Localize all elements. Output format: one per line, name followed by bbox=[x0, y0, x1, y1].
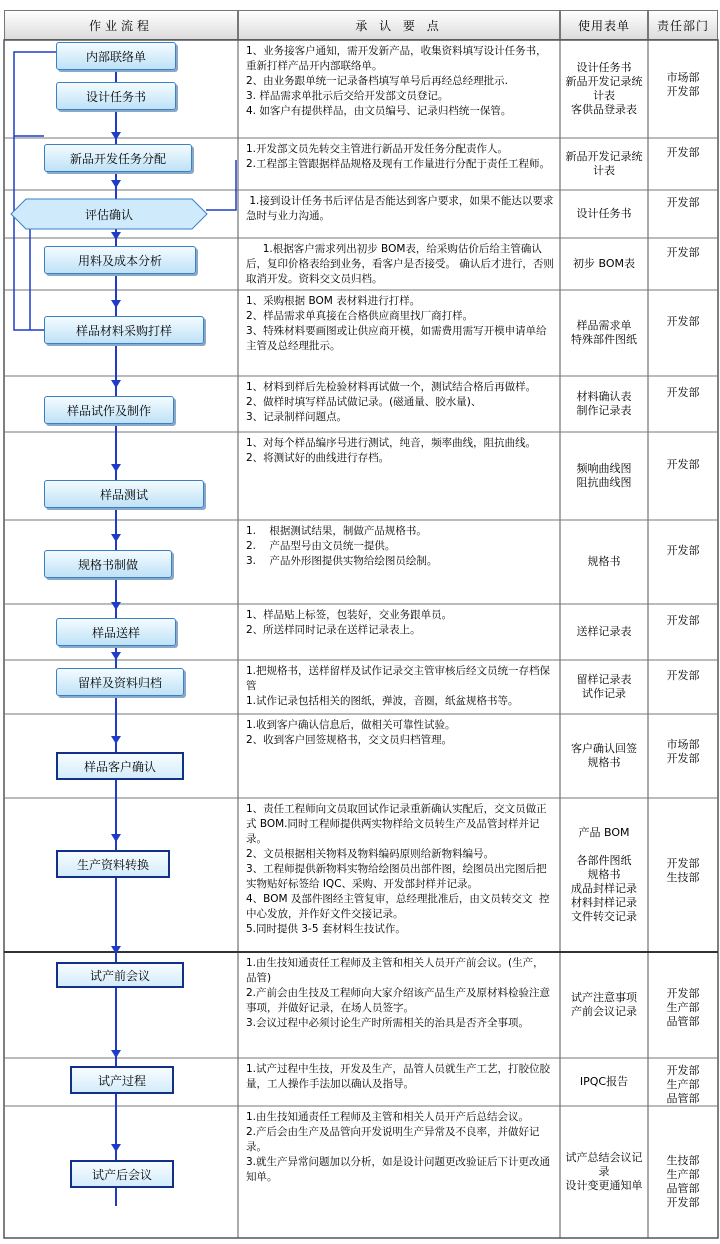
row-description: 1.由生技知通责任工程师及主管和相关人员开产前会议。(生产，品管) 2.产前会由生技及工程师向大家介绍该产品生产及原材料检验注意事项，并做好记录，在场人员签字。 3.会议过程中必须讨论生产时所需相关的治具是否齐全事项。 bbox=[246, 957, 551, 1029]
row-department: 开发部 bbox=[666, 614, 700, 627]
flow-arrowhead bbox=[111, 300, 121, 308]
row-description: 1、材料到样后先检验材料再试做一个，测试结合格后再做样。 2、做样时填写样品试做记录。(磁通量、胶水量)、 3、记录制样问题点。 bbox=[246, 381, 537, 423]
row-department: 开发部 生产部 品管部 bbox=[666, 1064, 700, 1105]
row-department: 开发部 bbox=[666, 146, 700, 159]
row-description: 1. 根据测试结果，制做产品规格书。 2. 产品型号由文员统一提供。 3. 产品外形图提供实物给绘图员绘制。 bbox=[246, 525, 438, 567]
row-description: 1.把规格书，送样留样及试作记录交主管审核后经文员统一存档保管 1.试作记录包括相关的图纸，弹波，音圈，纸盆规格书等。 bbox=[246, 665, 551, 707]
header-flow: 作业流程 bbox=[4, 10, 238, 40]
flow-arrowhead bbox=[111, 534, 121, 542]
row-description: 1、样品贴上标签，包装好，交业务跟单员。 2、所送样同时记录在送样记录表上。 bbox=[246, 609, 453, 636]
pre-meeting-box: 试产前会议 bbox=[56, 962, 184, 988]
send-sample-box: 样品送样 bbox=[56, 618, 176, 646]
row-description: 1.开发部文员先转交主管进行新品开发任务分配责作人。 2.工程部主管跟据样品规格及现有工作量进行分配于责任工程师。 bbox=[246, 143, 551, 170]
row-form: 材料确认表 制作记录表 bbox=[576, 390, 632, 417]
row-department: 生技部 生产部 品管部 开发部 bbox=[666, 1154, 700, 1209]
row-description: 1、对每个样品编序号进行测试，纯音，频率曲线，阻抗曲线。 2、将测试好的曲线进行存档。 bbox=[246, 437, 537, 464]
row-department: 开发部 bbox=[666, 315, 700, 328]
flow-arrowhead bbox=[111, 180, 121, 188]
row-department: 开发部 bbox=[666, 544, 700, 557]
row-description: 1.由生技知通责任工程师及主管和相关人员开产后总结会议。 2.产后会由生产及品管向开发说明生产异常及不良率，并做好记录。 3.就生产异常问题加以分析，如是设计问题更改验证后下计更改通知单。 bbox=[246, 1111, 551, 1183]
test-box: 样品测试 bbox=[44, 480, 204, 508]
row-description: 1.接到设计任务书后评估是否能达到客户要求，如果不能达以要求急时与业力沟通。 bbox=[246, 195, 554, 222]
row-department: 开发部 生技部 bbox=[666, 857, 700, 884]
cost-analysis-box: 用料及成本分析 bbox=[44, 246, 196, 274]
production-transfer-box: 生产资料转换 bbox=[56, 850, 170, 878]
row-description: 1、采购根据 BOM 表材料进行打样。 2、样品需求单真接在合格供应商里找厂商打样。 3、特殊材料要画图或让供应商开模，如需费用需写开模申请单给主管及总经理批示。 bbox=[246, 295, 547, 352]
flow-arrowhead bbox=[111, 232, 121, 240]
evaluate-label: 评估确认 bbox=[84, 207, 133, 222]
row-department: 开发部 bbox=[666, 196, 700, 209]
row-form: 初步 BOM表 bbox=[573, 257, 635, 270]
material-purchase-box: 样品材料采购打样 bbox=[44, 316, 204, 344]
flow-arrowhead bbox=[111, 946, 121, 954]
row-form: 设计任务书 新品开发记录统计表 客供品登录表 bbox=[565, 61, 643, 116]
row-description: 1.试产过程中生技，开发及生产，品管人员就生产工艺，打胶位胶量，工人操作手法加以确认及指导。 bbox=[246, 1063, 551, 1090]
flow-arrowhead bbox=[111, 1050, 121, 1058]
flow-arrowhead bbox=[111, 736, 121, 744]
header-dept: 责任部门 bbox=[648, 10, 718, 40]
flow-arrowhead bbox=[111, 464, 121, 472]
row-form: 样品需求单 特殊部件图纸 bbox=[571, 319, 637, 346]
row-form: 试产注意事项 产前会议记录 bbox=[571, 991, 637, 1018]
row-form: 留样记录表 试作记录 bbox=[576, 673, 632, 700]
flow-arrowhead bbox=[111, 652, 121, 660]
row-department: 开发部 bbox=[666, 458, 700, 471]
row-department: 开发部 生产部 品管部 bbox=[666, 987, 700, 1028]
flow-arrowhead bbox=[111, 834, 121, 842]
row-description: 1、责任工程师向文员取回试作记录重新确认实配后，交文员做正式 BOM.同时工程师提供两实物样给文员转生产及品管封样并记录。 2、文员根据相关物料及物料编码原则给新物料编号。 3、工程师提供新物料实物给绘图员出部件图，绘图员出完图后把实物贴好标签给 IQC、采购、开发部封样并记录。 4、BOM 及部件图经主管复审，总经理批准后，由文员转交文 控中心发放，并作好文件交接记录。 5.同时提供 3-5 套材料生技试作。 bbox=[246, 803, 550, 935]
row-form: 频响曲线图 阻抗曲线图 bbox=[576, 462, 632, 489]
design-task-box: 设计任务书 bbox=[56, 82, 176, 110]
customer-confirm-box: 样品客户确认 bbox=[56, 752, 184, 780]
row-department: 开发部 bbox=[666, 386, 700, 399]
internal-memo-box: 内部联络单 bbox=[56, 42, 176, 70]
archive-box: 留样及资料归档 bbox=[56, 668, 184, 696]
task-assign-box: 新品开发任务分配 bbox=[44, 144, 192, 172]
row-form: 送样记录表 bbox=[576, 625, 632, 638]
row-form: 设计任务书 bbox=[576, 207, 632, 220]
row-description: 1.根据客户需求列出初步 BOM表，给采购估价后给主管确认后，复印价格表给到业务，看客户是否接受。 确认后才进行，否则取消开发。资料交文员归档。 bbox=[246, 243, 554, 285]
flow-arrowhead bbox=[111, 132, 121, 140]
flow-arrowhead bbox=[111, 380, 121, 388]
trial-make-box: 样品试作及制作 bbox=[44, 396, 174, 424]
row-form: 客户确认回签 规格书 bbox=[571, 742, 637, 769]
header-points: 承 认 要 点 bbox=[238, 10, 560, 40]
flow-arrowhead bbox=[111, 602, 121, 610]
row-form: 新品开发记录统计表 bbox=[565, 150, 643, 177]
row-department: 开发部 bbox=[666, 669, 700, 682]
row-form: 试产总结会议记录 设计变更通知单 bbox=[565, 1151, 643, 1192]
row-description: 1.收到客户确认信息后，做相关可靠性试验。 2、收到客户回签规格书，交文员归档管理。 bbox=[246, 719, 456, 746]
row-form: 规格书 bbox=[587, 555, 621, 568]
spec-box: 规格书制做 bbox=[44, 550, 172, 578]
trial-process-box: 试产过程 bbox=[70, 1066, 174, 1094]
row-department: 市场部 开发部 bbox=[666, 738, 700, 765]
flow-arrowhead bbox=[111, 1144, 121, 1152]
row-form: IPQC报告 bbox=[579, 1075, 629, 1088]
row-department: 开发部 bbox=[666, 246, 700, 259]
evaluate-box bbox=[10, 198, 208, 230]
row-form: 产品 BOM 各部件图纸 规格书 成品封样记录 材料封样记录 文件转交记录 bbox=[571, 826, 637, 923]
row-department: 市场部 开发部 bbox=[666, 71, 700, 98]
post-meeting-box: 试产后会议 bbox=[70, 1160, 174, 1188]
row-description: 1、业务接客户通知，需开发新产品，收集资料填写设计任务书，重新打样产品开内部联络单。 2、由业务跟单统一记录备档填写单号后再经总经理批示. 3. 样品需求单批示后交给开发部文员登记。 4. 如客户有提供样品，由文员编号、记录归档统一保管。 bbox=[246, 45, 547, 117]
header-form: 使用表单 bbox=[560, 10, 648, 40]
